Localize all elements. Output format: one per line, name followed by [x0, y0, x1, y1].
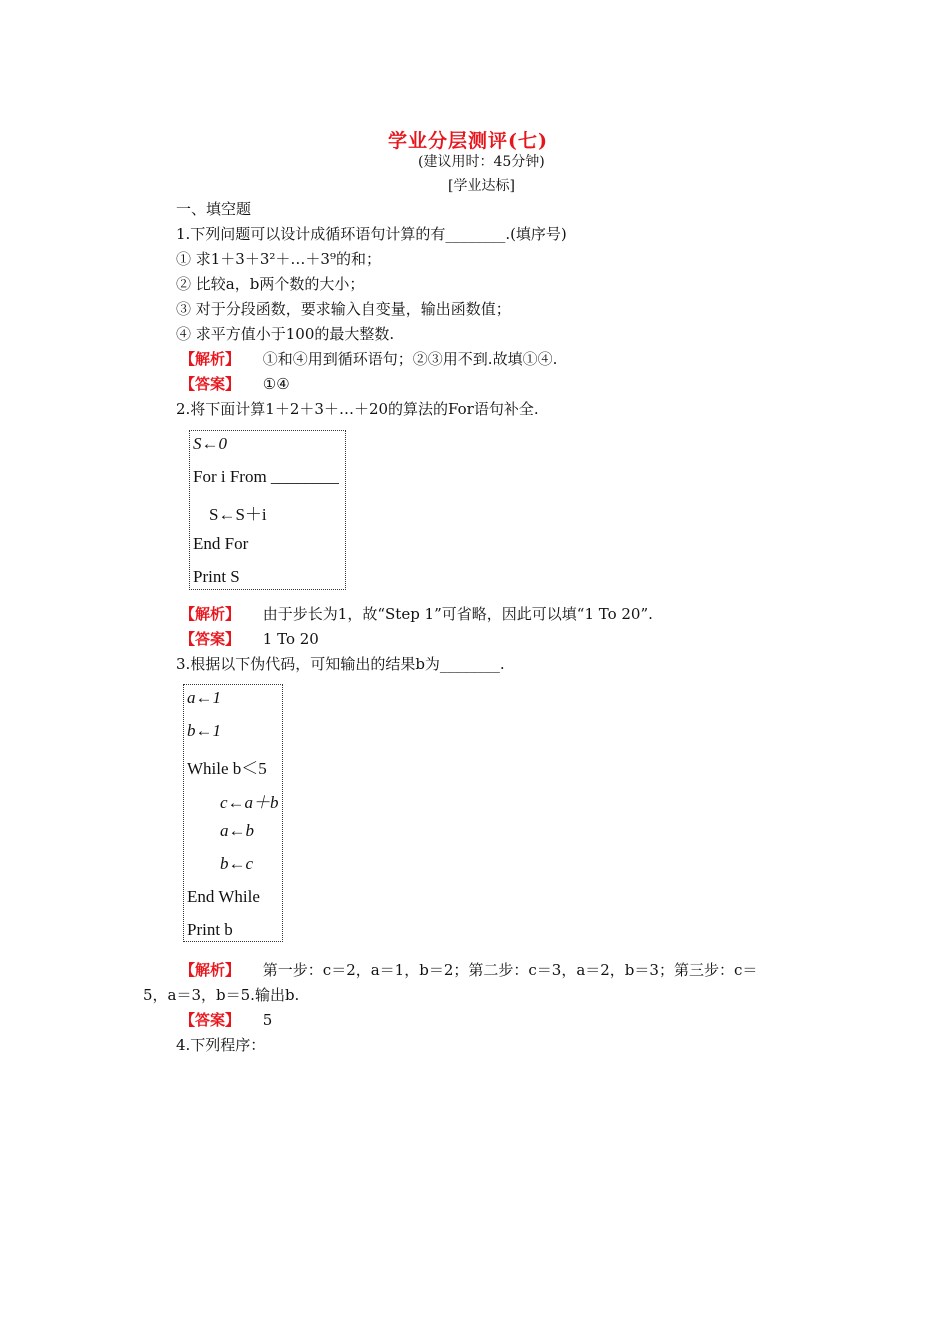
- page-title: 学业分层测评(七): [388, 130, 548, 152]
- q1-analysis-row: [180, 349, 557, 369]
- answer-label: 【答案】: [180, 1011, 241, 1029]
- q1-option-1: ① 求1＋3＋3²＋…＋3⁹的和；: [176, 250, 381, 268]
- q2-code-line-1: S←0: [193, 434, 227, 453]
- q2-code-line-2: For i From ________: [193, 467, 339, 486]
- q4-stem: 4.下列程序：: [176, 1036, 266, 1054]
- q1-answer: ①④: [262, 375, 290, 393]
- q2-analysis-row: [180, 604, 653, 624]
- q3-analysis-line-2: 5，a＝3，b＝5.输出b.: [143, 986, 300, 1004]
- time-hint: (建议用时：45分钟): [418, 154, 545, 170]
- q3-code-line-8: Print b: [187, 920, 233, 939]
- q3-analysis-line-1: 第一步：c＝2，a＝1，b＝2；第二步：c＝3，a＝2，b＝3；第三步：c＝: [262, 961, 758, 979]
- q3-analysis-row: [180, 960, 757, 980]
- q2-analysis: 由于步长为1，故“Step 1”可省略，因此可以填“1 To 20”.: [262, 605, 653, 623]
- q3-code-line-4: c←a＋b: [220, 793, 279, 812]
- q3-code-line-1: a←1: [187, 688, 221, 707]
- q2-code-line-3: S←S＋i: [209, 505, 267, 524]
- q2-stem: 2.将下面计算1＋2＋3＋…＋20的算法的For语句补全.: [176, 400, 539, 418]
- analysis-label: 【解析】: [180, 350, 241, 368]
- q2-answer-row: [180, 629, 319, 649]
- q1-answer-row: [180, 374, 290, 394]
- q2-answer: 1 To 20: [262, 630, 319, 648]
- answer-label: 【答案】: [180, 375, 241, 393]
- section-heading: 一、填空题: [176, 200, 252, 218]
- q1-option-4: ④ 求平方值小于100的最大整数.: [176, 325, 395, 343]
- answer-label: 【答案】: [180, 630, 241, 648]
- analysis-label: 【解析】: [180, 605, 241, 623]
- q1-stem: 1.下列问题可以设计成循环语句计算的有________.(填序号): [176, 225, 567, 243]
- q3-code-line-3: While b＜5: [187, 759, 267, 778]
- q1-analysis: ①和④用到循环语句；②③用不到.故填①④.: [262, 350, 558, 368]
- q3-answer: 5: [262, 1011, 273, 1029]
- q3-answer-row: [180, 1010, 272, 1030]
- q3-code-line-5: a←b: [220, 821, 254, 840]
- q3-code-line-7: End While: [187, 887, 260, 906]
- q3-stem: 3.根据以下伪代码，可知输出的结果b为________.: [176, 655, 505, 673]
- level-heading: [学业达标]: [448, 178, 515, 194]
- analysis-label: 【解析】: [180, 961, 241, 979]
- q1-option-3: ③ 对于分段函数，要求输入自变量，输出函数值；: [176, 300, 511, 318]
- q3-code-line-6: b←c: [220, 854, 254, 873]
- q2-code-line-5: Print S: [193, 567, 240, 586]
- q2-code-line-4: End For: [193, 534, 249, 553]
- q3-code-line-2: b←1: [187, 721, 221, 740]
- q1-option-2: ② 比较a，b两个数的大小；: [176, 275, 365, 293]
